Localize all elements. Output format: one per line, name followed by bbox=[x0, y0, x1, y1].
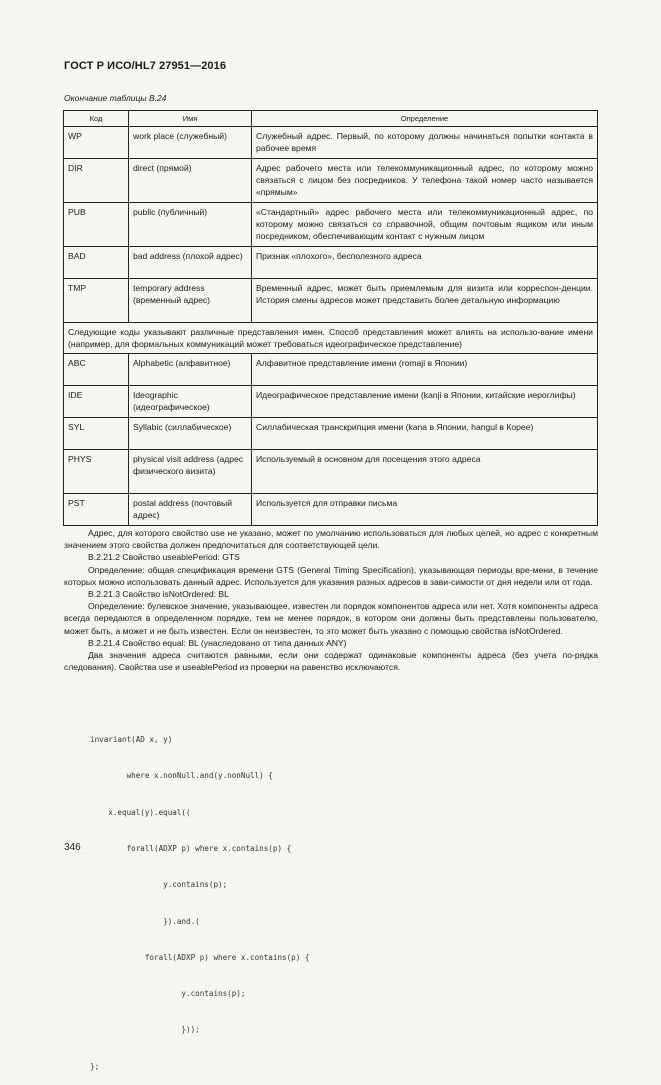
table-row bbox=[64, 159, 598, 203]
section-heading: B.2.21.4 Свойство equal: BL (унаследовано от типа данных ANY) bbox=[88, 637, 347, 648]
section-heading: B.2.21.3 Свойство isNotOrdered: BL bbox=[88, 589, 229, 600]
cell-definition: Адрес рабочего места или телекоммуникационный адрес, по которому можно связаться с лицом без посредников. У телефона такой номер часто называется «прямым» bbox=[252, 159, 598, 203]
section-heading: B.2.21.2 Свойство useablePeriod: GTS bbox=[88, 552, 240, 563]
cell-definition: «Стандартный» адрес рабочего места или телекоммуникационный адрес, по которому можно связаться со справочной, общим почтовым ящиком или иным посредником, обеспечивающим контакт с нужным лицом bbox=[252, 203, 598, 247]
cell-code: DIR bbox=[64, 159, 129, 203]
cell-definition: Используется для отправки письма bbox=[252, 494, 598, 526]
cell-code: ABC bbox=[64, 354, 129, 386]
cell-name: Ideographic (идеографическое) bbox=[129, 386, 252, 418]
code-line: invariant(AD x, y) bbox=[90, 735, 173, 745]
code-line: where x.nonNull.and(y.nonNull) { bbox=[90, 771, 273, 781]
code-line: x.equal(y).equal(( bbox=[90, 807, 191, 817]
page-number: 346 bbox=[64, 842, 81, 853]
code-line: forall(ADXP p) where x.contains(p) { bbox=[90, 952, 310, 962]
cell-definition: Служебный адрес. Первый, по которому должны начинаться попытки контакта в рабочее время bbox=[252, 127, 598, 159]
header-name: Имя bbox=[129, 111, 252, 127]
document-header: ГОСТ Р ИСО/HL7 27951—2016 bbox=[64, 60, 227, 72]
cell-definition: Временный адрес, может быть приемлемым для визита или корреспон-денции. История смены адресов может представить более детальную информацию bbox=[252, 279, 598, 323]
table-header-row bbox=[64, 111, 598, 127]
cell-code: SYL bbox=[64, 418, 129, 450]
code-line: }).and.( bbox=[90, 916, 200, 926]
table-row bbox=[64, 127, 598, 159]
cell-code: IDE bbox=[64, 386, 129, 418]
cell-name: Syllabic (силлабическое) bbox=[129, 418, 252, 450]
paragraph: Определение: булевское значение, указывающее, известен ли порядок компонентов адреса или нет. Хотя компоненты адреса всегда передаются в определенном порядке, тем не менее порядок, в котором они должны быть представлены пользователю, может быть, а может и не быть известен. Если он неизвестен, то это может быть указано с помощью свойства isNotOrdered. bbox=[64, 601, 598, 636]
code-line: }; bbox=[90, 1061, 100, 1071]
cell-code: BAD bbox=[64, 247, 129, 279]
code-listing bbox=[90, 710, 309, 1085]
header-definition: Определение bbox=[252, 111, 598, 127]
table-row bbox=[64, 450, 598, 494]
cell-name: public (публичный) bbox=[129, 203, 252, 247]
code-line: y.contains(p); bbox=[90, 989, 246, 999]
cell-definition: Признак «плохого», бесполезного адреса bbox=[252, 247, 598, 279]
cell-definition: Идеографическое представление имени (kanji в Японии, китайские иероглифы) bbox=[252, 386, 598, 418]
paragraph: Адрес, для которого свойство use не указано, может по умолчанию использоваться для любых целей, но адрес с конкретным значением этого свойства должен предпочитаться для соответствующей цели. bbox=[64, 528, 598, 551]
cell-name: physical visit address (адрес физического визита) bbox=[129, 450, 252, 494]
cell-definition: Силлабическая транскрипция имени (kana в Японии, hangul в Корее) bbox=[252, 418, 598, 450]
table-row bbox=[64, 279, 598, 323]
code-line: y.contains(p); bbox=[90, 880, 228, 890]
body-text bbox=[64, 527, 598, 673]
cell-name: postal address (почтовый адрес) bbox=[129, 494, 252, 526]
code-line: forall(ADXP p) where x.contains(p) { bbox=[90, 844, 292, 854]
cell-definition: Алфавитное представление имени (romaji в Японии) bbox=[252, 354, 598, 386]
codes-table bbox=[63, 110, 598, 526]
cell-name: temporary address (временный адрес) bbox=[129, 279, 252, 323]
cell-definition: Используемый в основном для посещения этого адреса bbox=[252, 450, 598, 494]
cell-code: PST bbox=[64, 494, 129, 526]
cell-code: PHYS bbox=[64, 450, 129, 494]
table-row bbox=[64, 494, 598, 526]
table-row bbox=[64, 203, 598, 247]
cell-name: work place (служебный) bbox=[129, 127, 252, 159]
table-row bbox=[64, 247, 598, 279]
table-row bbox=[64, 418, 598, 450]
cell-code: PUB bbox=[64, 203, 129, 247]
table-row bbox=[64, 386, 598, 418]
paragraph: Два значения адреса считаются равными, если они содержат одинаковые компоненты адреса (без учета по-рядка следования). Свойства use и useablePeriod из проверки на равенство исключаются. bbox=[64, 650, 598, 673]
table-caption: Окончание таблицы В.24 bbox=[64, 93, 167, 103]
cell-name: Alphabetic (алфавитное) bbox=[129, 354, 252, 386]
cell-name: bad address (плохой адрес) bbox=[129, 247, 252, 279]
table-row bbox=[64, 354, 598, 386]
table-note: Следующие коды указывают различные представления имен. Способ представления может влиять на использо-вание имени (например, для формальных коммуникаций может требоваться идеографическое представление) bbox=[64, 323, 598, 354]
table-note-row bbox=[64, 323, 598, 354]
cell-name: direct (прямой) bbox=[129, 159, 252, 203]
paragraph: Определение: общая спецификация времени GTS (General Timing Specification), указывающая периоды вре-мени, в течение которых можно использовать данный адрес. Используется для указания разных адресов в зави-симости от дня недели или от года. bbox=[64, 564, 598, 587]
cell-code: TMP bbox=[64, 279, 129, 323]
code-line: })); bbox=[90, 1025, 200, 1035]
cell-code: WP bbox=[64, 127, 129, 159]
header-code: Код bbox=[64, 111, 129, 127]
